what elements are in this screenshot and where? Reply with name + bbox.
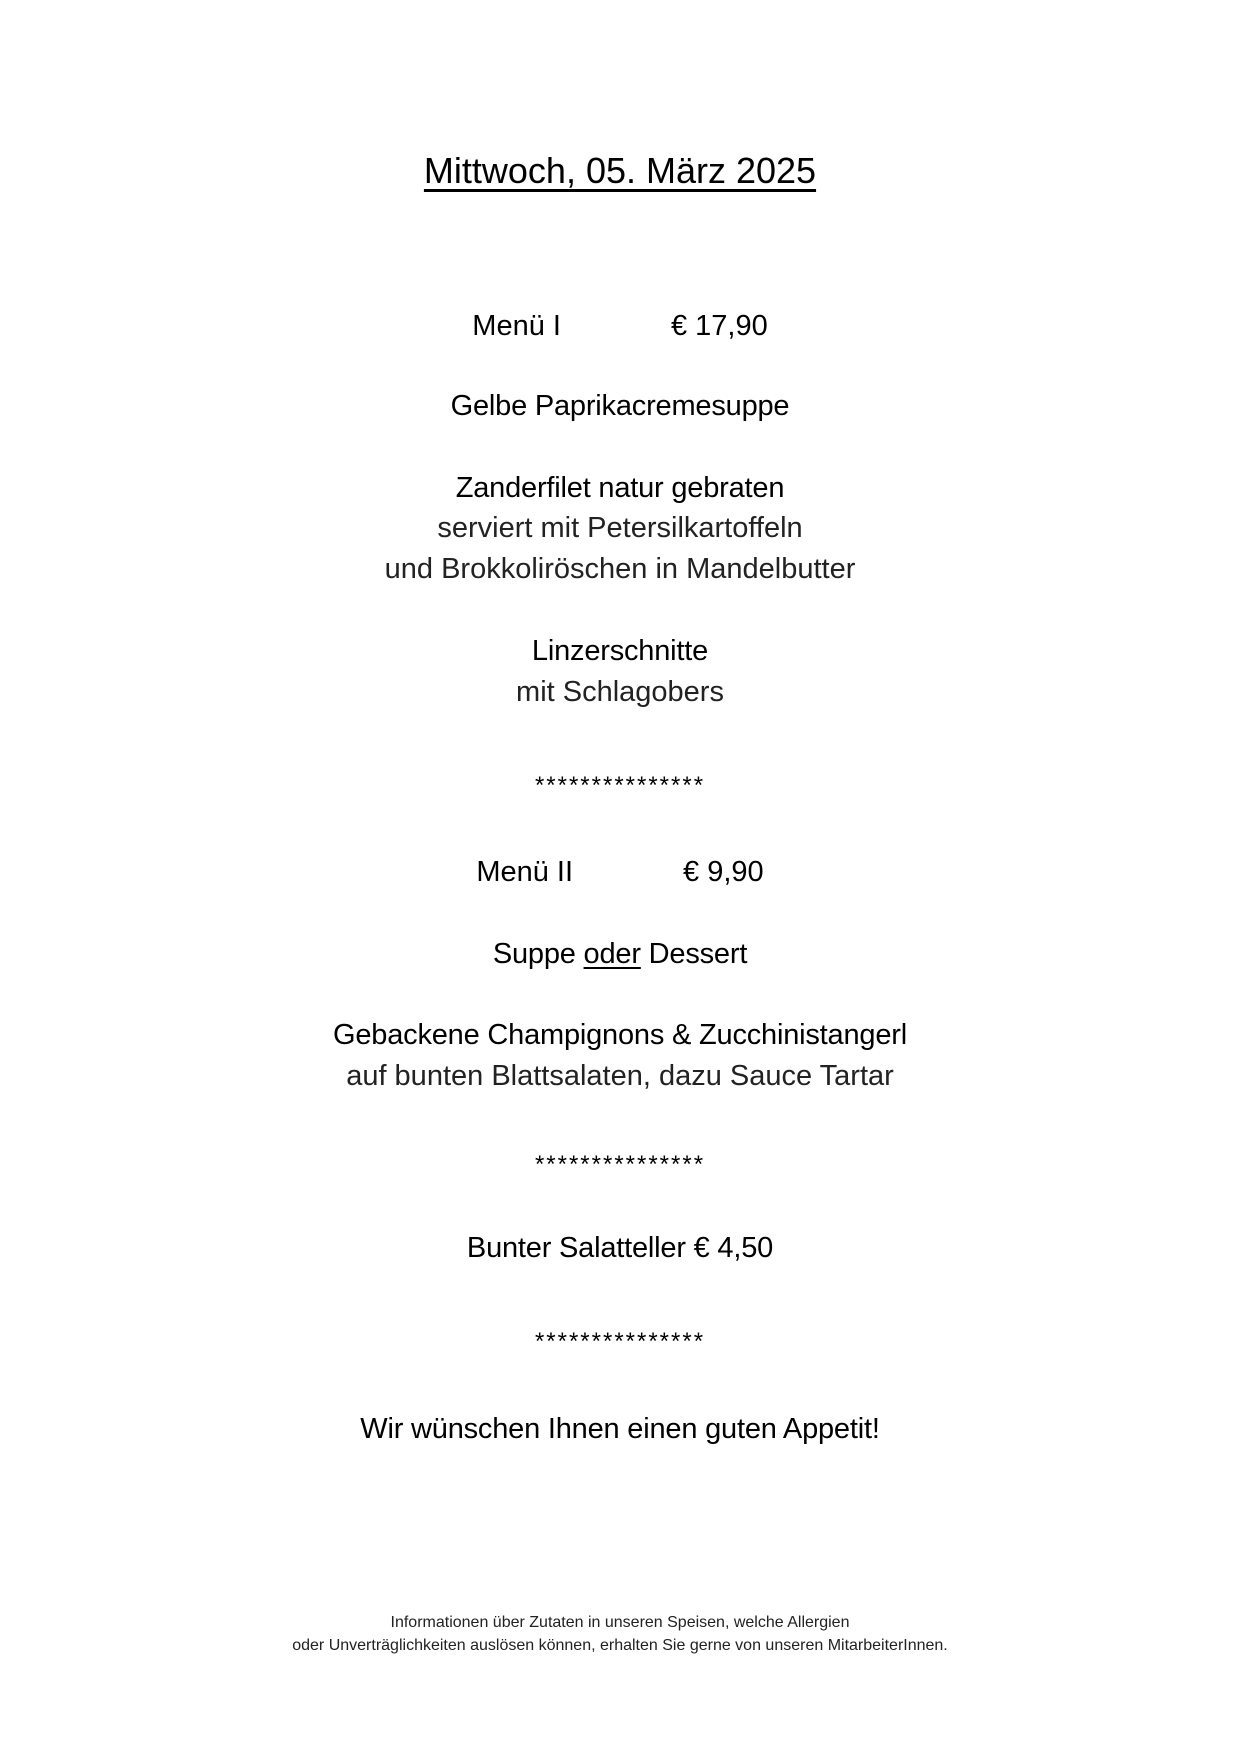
menu-1-dessert-desc: mit Schlagobers <box>516 676 724 708</box>
menu-1-main-title: Zanderfilet natur gebraten <box>455 472 785 504</box>
menu-2-choice <box>0 938 1240 971</box>
menu-2-header <box>0 856 1240 889</box>
menu-2-main-title: Gebackene Champignons & Zucchinistangerl <box>333 1019 907 1051</box>
menu-1-main-desc-2: und Brokkoliröschen in Mandelbutter <box>384 553 856 585</box>
menu-2-price: € 9,90 <box>683 856 764 888</box>
menu-1-dessert-title: Linzerschnitte <box>531 635 709 667</box>
closing-message: Wir wünschen Ihnen einen guten Appetit! <box>360 1413 880 1445</box>
menu-1-soup: Gelbe Paprikacremesuppe <box>450 390 790 422</box>
menu-1-header <box>0 310 1240 343</box>
separator: *************** <box>534 1328 706 1355</box>
separator: *************** <box>534 772 706 799</box>
menu-1-main-desc-1: serviert mit Petersilkartoffeln <box>437 512 803 544</box>
separator: *************** <box>534 1151 706 1178</box>
page-title: Mittwoch, 05. März 2025 <box>423 150 817 191</box>
menu-2-choice-dessert: Dessert <box>648 938 748 970</box>
salad-offer: Bunter Salatteller € 4,50 <box>466 1232 774 1264</box>
menu-2-main-desc: auf bunten Blattsalaten, dazu Sauce Tartar <box>346 1060 894 1092</box>
menu-1-price: € 17,90 <box>670 310 768 342</box>
menu-2-label: Menü II <box>476 856 574 888</box>
allergen-note-line-1: Informationen über Zutaten in unseren Speisen, welche Allergien <box>390 1614 850 1631</box>
menu-1-label: Menü I <box>472 310 561 342</box>
menu-2-choice-or: oder <box>583 938 641 970</box>
menu-2-choice-soup: Suppe <box>492 938 576 970</box>
allergen-note-line-2: oder Unverträglichkeiten auslösen können, erhalten Sie gerne von unseren MitarbeiterInnen. <box>292 1637 948 1654</box>
